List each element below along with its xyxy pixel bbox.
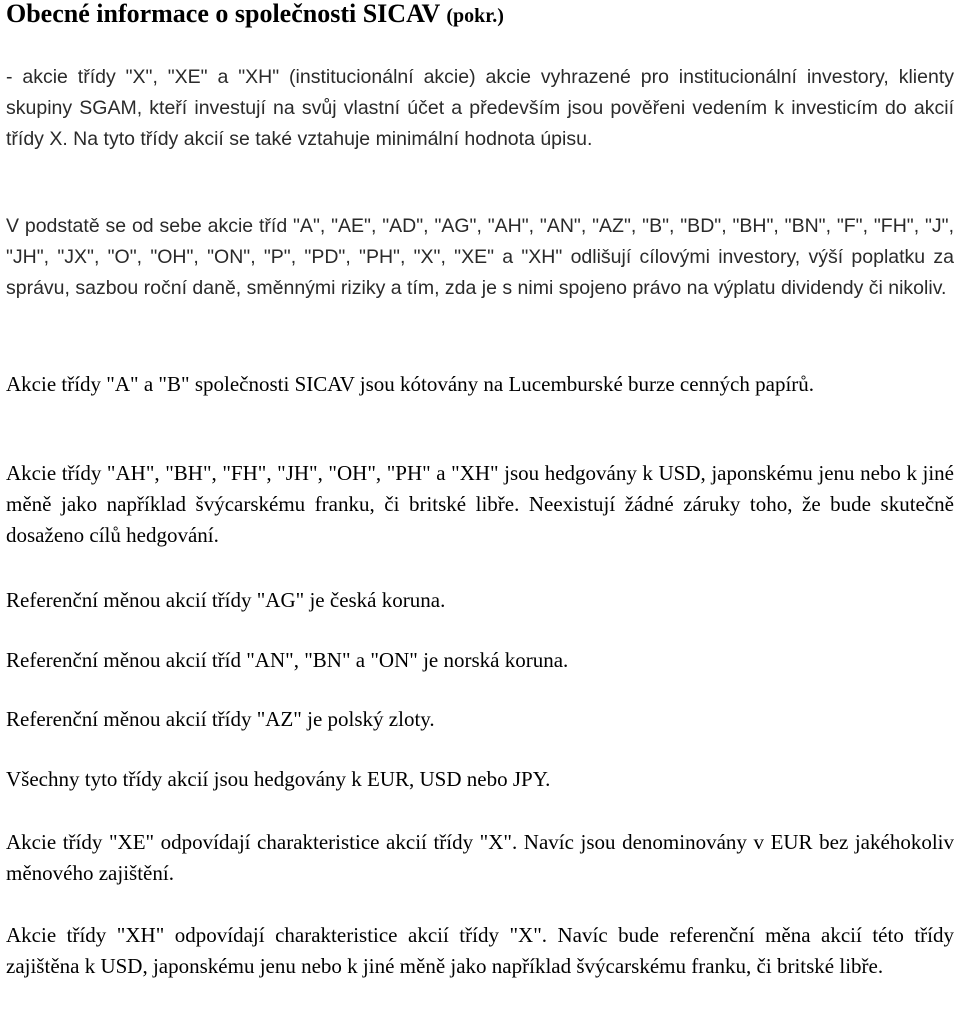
paragraph-hedging: Akcie třídy "AH", "BH", "FH", "JH", "OH", "PH" a "XH" jsou hedgovány k USD, japonskému jenu nebo k jiné měně jako například švýcarskému franku, či britské libře. Neexistují žádné záruky toho, že bude skutečně dosaženo cílů hedgování. [6, 461, 954, 547]
page-title-main: Obecné informace o společnosti SICAV [6, 0, 440, 28]
page-title-suffix: (pokr.) [446, 5, 504, 27]
paragraph-listing: Akcie třídy "A" a "B" společnosti SICAV jsou kótovány na Lucemburské burze cenných papírů. [6, 372, 815, 396]
paragraph-institutional-shares: - akcie třídy "X", "XE" a "XH" (institucionální akcie) akcie vyhrazené pro institucionální investory, klienty skupiny SGAM, kteří investují na svůj vlastní účet a především jsou pověřeni vedením k investicím do akcií třídy X. Na tyto třídy akcií se také vztahuje minimální hodnota úpisu. [6, 66, 954, 150]
paragraph-reference-nok: Referenční měnou akcií tříd "AN", "BN" a "ON" je norská koruna. [6, 648, 569, 672]
paragraph-all-hedged: Všechny tyto třídy akcií jsou hedgovány k EUR, USD nebo JPY. [6, 767, 551, 791]
paragraph-reference-pln: Referenční měnou akcií třídy "AZ" je polský zloty. [6, 707, 435, 731]
paragraph-reference-czk: Referenční měnou akcií třídy "AG" je česká koruna. [6, 588, 446, 612]
paragraph-share-class-differences: V podstatě se od sebe akcie tříd "A", "AE", "AD", "AG", "AH", "AN", "AZ", "B", "BD", "BH", "BN", "F", "FH", "J", "JH", "JX", "O", "OH", "ON", "P", "PD", "PH", "X", "XE" a "XH" odlišují cílovými investory, výší poplatku za správu, sazbou roční daně, směnnými riziky a tím, zda je s nimi spojeno právo na výplatu dividendy či nikoliv. [6, 215, 954, 299]
page-title [6, 0, 504, 32]
paragraph-xh-class: Akcie třídy "XH" odpovídají charakteristice akcií třídy "X". Navíc bude referenční měna akcií této třídy zajištěna k USD, japonskému jenu nebo k jiné měně jako například švýcarskému franku, či britské libře. [6, 923, 954, 978]
paragraph-xe-class: Akcie třídy "XE" odpovídají charakteristice akcií třídy "X". Navíc jsou denominovány v EUR bez jakéhokoliv měnového zajištění. [6, 830, 954, 885]
